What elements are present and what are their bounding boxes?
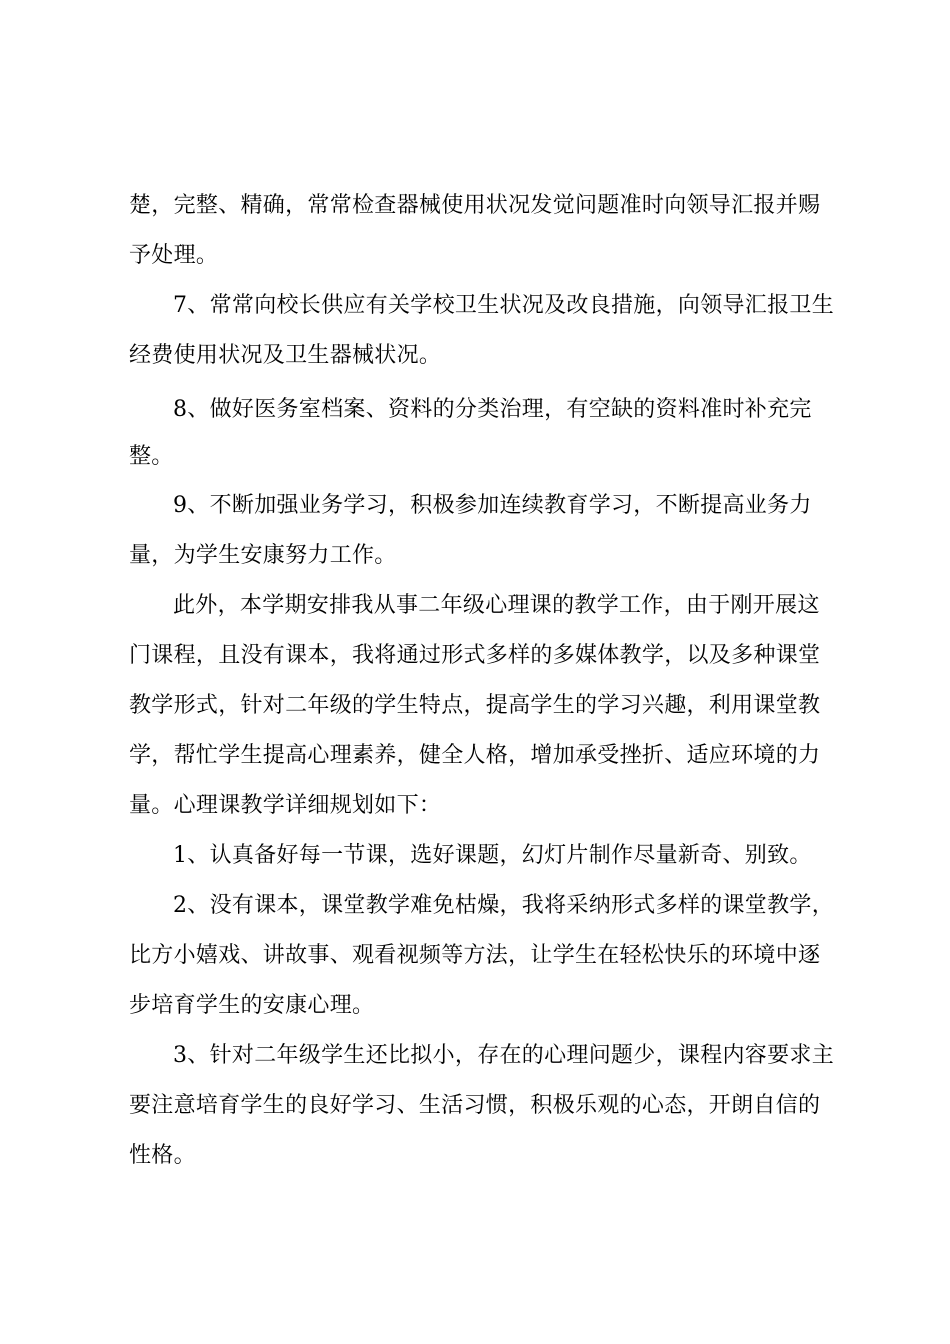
text-line: 3、针对二年级学生还比拟小，存在的心理问题少，课程内容要求主: [173, 1043, 834, 1068]
text-line: 门课程，且没有课本，我将通过形式多样的多媒体教学，以及多种课堂: [129, 643, 821, 668]
text-line: 经费使用状况及卫生器械状况。: [129, 343, 442, 368]
text-line: 比方小嬉戏、讲故事、观看视频等方法，让学生在轻松快乐的环境中逐: [129, 943, 821, 968]
text-line: 量，为学生安康努力工作。: [129, 543, 397, 568]
text-line: 1、认真备好每一节课，选好课题，幻灯片制作尽量新奇、别致。: [173, 843, 812, 868]
text-line: 性格。: [129, 1143, 196, 1168]
text-line: 予处理。: [129, 243, 219, 268]
text-line: 要注意培育学生的良好学习、生活习惯，积极乐观的心态，开朗自信的: [129, 1093, 821, 1118]
text-line: 量。心理课教学详细规划如下：: [129, 793, 442, 818]
text-line: 学，帮忙学生提高心理素养，健全人格，增加承受挫折、适应环境的力: [129, 743, 821, 768]
text-line: 此外，本学期安排我从事二年级心理课的教学工作，由于刚开展这: [173, 593, 820, 618]
text-line: 整。: [129, 444, 174, 469]
text-line: 教学形式，针对二年级的学生特点，提高学生的学习兴趣，利用课堂教: [129, 693, 821, 718]
text-line: 2、没有课本，课堂教学难免枯燥，我将采纳形式多样的课堂教学，: [173, 893, 834, 918]
text-line: 楚，完整、精确，常常检查器械使用状况发觉问题准时向领导汇报并赐: [129, 193, 821, 218]
text-line: 7、常常向校长供应有关学校卫生状况及改良措施，向领导汇报卫生: [173, 293, 834, 318]
text-line: 步培育学生的安康心理。: [129, 993, 375, 1018]
text-line: 9、不断加强业务学习，积极参加连续教育学习，不断提高业务力: [173, 493, 812, 518]
text-line: 8、做好医务室档案、资料的分类治理，有空缺的资料准时补充完: [173, 397, 812, 422]
